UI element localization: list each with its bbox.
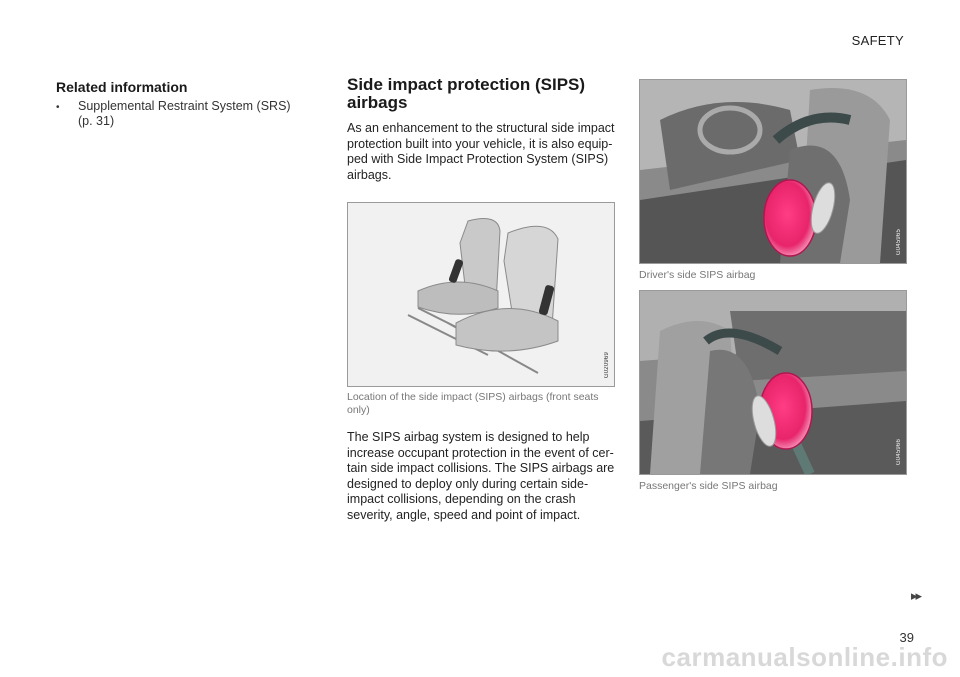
driver-caption: Driver's side SIPS airbag [639, 269, 756, 281]
figure-caption: Location of the side impact (SIPS) airbags (front seats only) [347, 391, 599, 416]
page-number: 39 [899, 630, 914, 645]
related-link-srs[interactable] [56, 99, 296, 129]
figure-code: G045966 [896, 439, 902, 466]
figure-code: G045965 [896, 228, 902, 255]
related-information [56, 79, 296, 129]
driver-airbag-photo [639, 79, 907, 264]
airbag-figures [639, 79, 907, 492]
related-link-text[interactable]: Supplemental Restraint System (SRS) (p. 31) [78, 99, 291, 128]
next-page-arrows-icon[interactable]: ▸▸ [910, 588, 920, 603]
watermark: carmanualsonline.info [661, 642, 948, 672]
bullet-icon: • [56, 102, 60, 113]
passenger-airbag-photo [639, 290, 907, 475]
related-heading: Related information [56, 79, 188, 95]
section-header: SAFETY [851, 33, 904, 48]
seats-illustration [347, 202, 615, 387]
figure-code: G020969 [604, 351, 610, 378]
section-title: Side impact protection (SIPS) airbags [347, 75, 586, 112]
sips-section [347, 76, 615, 523]
passenger-caption: Passenger's side SIPS airbag [639, 479, 778, 492]
intro-paragraph: As an enhancement to the structural side impact protection built into your vehicle, it is also equip-ped with Side Impact Protection System (SIPS) airbags. [347, 121, 615, 182]
body-paragraph: The SIPS airbag system is designed to help increase occupant protection in the event of cer-tain side impact collisions. The SIPS airbags are designed to deploy only during certain side-impact collisions, depending on the crash severity, angle, speed and point of impact. [347, 430, 615, 522]
